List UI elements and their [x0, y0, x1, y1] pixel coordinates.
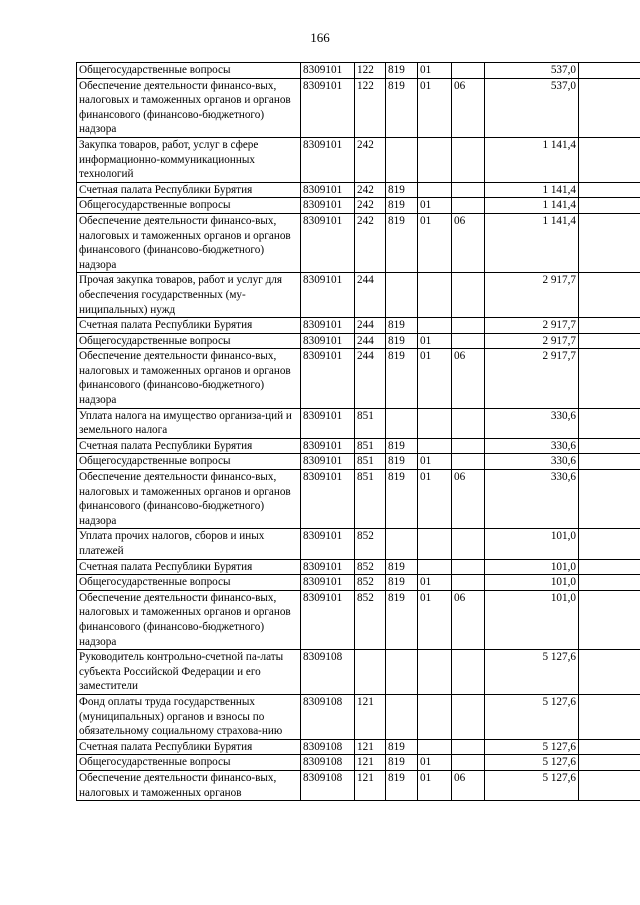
- row-blank-cell: [579, 694, 640, 739]
- row-blank-cell: [579, 529, 640, 559]
- table-row: [77, 63, 640, 79]
- row-csr-cell: 8309101: [301, 408, 355, 438]
- table-row: [77, 590, 640, 649]
- row-sum-cell: 1 141,4: [485, 198, 579, 214]
- row-pr-cell: [452, 63, 485, 79]
- row-sum-cell: 537,0: [485, 63, 579, 79]
- row-rz-cell: [418, 650, 452, 695]
- row-grbs-cell: 819: [386, 198, 418, 214]
- row-pr-cell: [452, 739, 485, 755]
- table-row: [77, 650, 640, 695]
- row-grbs-cell: 819: [386, 755, 418, 771]
- table-row: [77, 770, 640, 800]
- row-vr-cell: 121: [355, 739, 386, 755]
- row-rz-cell: 01: [418, 770, 452, 800]
- row-name-cell: Общегосударственные вопросы: [77, 575, 301, 591]
- row-name-cell: Счетная палата Республики Бурятия: [77, 559, 301, 575]
- table-row: [77, 137, 640, 182]
- row-grbs-cell: 819: [386, 213, 418, 272]
- table-row: [77, 739, 640, 755]
- row-grbs-cell: 819: [386, 454, 418, 470]
- row-vr-cell: 851: [355, 438, 386, 454]
- row-blank-cell: [579, 137, 640, 182]
- row-grbs-cell: 819: [386, 318, 418, 334]
- row-rz-cell: 01: [418, 454, 452, 470]
- row-blank-cell: [579, 333, 640, 349]
- row-csr-cell: 8309101: [301, 213, 355, 272]
- row-csr-cell: 8309108: [301, 770, 355, 800]
- row-sum-cell: 5 127,6: [485, 694, 579, 739]
- row-csr-cell: 8309101: [301, 137, 355, 182]
- row-vr-cell: 244: [355, 318, 386, 334]
- row-name-cell: Уплата налога на имущество организа-ций и земельного налога: [77, 408, 301, 438]
- row-pr-cell: [452, 559, 485, 575]
- row-vr-cell: 242: [355, 213, 386, 272]
- row-grbs-cell: 819: [386, 590, 418, 649]
- row-rz-cell: [418, 137, 452, 182]
- row-blank-cell: [579, 63, 640, 79]
- row-pr-cell: [452, 182, 485, 198]
- row-vr-cell: 244: [355, 349, 386, 408]
- row-name-cell: Счетная палата Республики Бурятия: [77, 318, 301, 334]
- row-vr-cell: 851: [355, 408, 386, 438]
- row-name-cell: Руководитель контрольно-счетной па-латы субъекта Российской Федерации и его заместители: [77, 650, 301, 695]
- row-sum-cell: 1 141,4: [485, 182, 579, 198]
- row-blank-cell: [579, 408, 640, 438]
- row-blank-cell: [579, 182, 640, 198]
- row-sum-cell: 5 127,6: [485, 650, 579, 695]
- row-grbs-cell: [386, 529, 418, 559]
- row-blank-cell: [579, 273, 640, 318]
- row-vr-cell: 852: [355, 590, 386, 649]
- row-blank-cell: [579, 739, 640, 755]
- row-sum-cell: 101,0: [485, 529, 579, 559]
- table-row: [77, 318, 640, 334]
- row-vr-cell: 244: [355, 333, 386, 349]
- row-blank-cell: [579, 78, 640, 137]
- row-grbs-cell: [386, 408, 418, 438]
- table-row: [77, 694, 640, 739]
- row-csr-cell: 8309101: [301, 198, 355, 214]
- row-grbs-cell: 819: [386, 333, 418, 349]
- table-row: [77, 349, 640, 408]
- row-blank-cell: [579, 650, 640, 695]
- row-vr-cell: 852: [355, 575, 386, 591]
- row-sum-cell: 330,6: [485, 438, 579, 454]
- row-rz-cell: 01: [418, 755, 452, 771]
- row-vr-cell: 242: [355, 137, 386, 182]
- row-name-cell: Обеспечение деятельности финансо-вых, налоговых и таможенных органов и органов финансового (финансово-бюджетного) надзора: [77, 349, 301, 408]
- row-name-cell: Счетная палата Республики Бурятия: [77, 739, 301, 755]
- row-name-cell: Обеспечение деятельности финансо-вых, налоговых и таможенных органов и органов финансового (финансово-бюджетного) надзора: [77, 470, 301, 529]
- row-pr-cell: [452, 454, 485, 470]
- row-sum-cell: 537,0: [485, 78, 579, 137]
- row-grbs-cell: 819: [386, 63, 418, 79]
- row-grbs-cell: 819: [386, 182, 418, 198]
- table-row: [77, 529, 640, 559]
- table-row: [77, 408, 640, 438]
- row-rz-cell: [418, 273, 452, 318]
- row-rz-cell: 01: [418, 198, 452, 214]
- row-rz-cell: [418, 438, 452, 454]
- row-csr-cell: 8309101: [301, 273, 355, 318]
- row-vr-cell: 851: [355, 454, 386, 470]
- budget-table: [76, 62, 640, 801]
- page-number: 166: [310, 30, 330, 45]
- row-blank-cell: [579, 590, 640, 649]
- row-csr-cell: 8309101: [301, 529, 355, 559]
- row-pr-cell: [452, 318, 485, 334]
- row-sum-cell: 2 917,7: [485, 333, 579, 349]
- table-row: [77, 559, 640, 575]
- row-sum-cell: 330,6: [485, 408, 579, 438]
- row-csr-cell: 8309101: [301, 78, 355, 137]
- table-row: [77, 182, 640, 198]
- row-sum-cell: 2 917,7: [485, 349, 579, 408]
- row-grbs-cell: [386, 137, 418, 182]
- row-rz-cell: [418, 408, 452, 438]
- row-csr-cell: 8309101: [301, 349, 355, 408]
- row-csr-cell: 8309101: [301, 575, 355, 591]
- row-grbs-cell: 819: [386, 470, 418, 529]
- row-pr-cell: [452, 438, 485, 454]
- row-vr-cell: 852: [355, 529, 386, 559]
- row-grbs-cell: 819: [386, 559, 418, 575]
- row-blank-cell: [579, 318, 640, 334]
- row-rz-cell: 01: [418, 63, 452, 79]
- row-rz-cell: 01: [418, 78, 452, 137]
- row-grbs-cell: 819: [386, 739, 418, 755]
- row-grbs-cell: [386, 650, 418, 695]
- table-row: [77, 454, 640, 470]
- row-csr-cell: 8309108: [301, 755, 355, 771]
- row-name-cell: Общегосударственные вопросы: [77, 63, 301, 79]
- row-pr-cell: [452, 694, 485, 739]
- row-name-cell: Счетная палата Республики Бурятия: [77, 438, 301, 454]
- table-row: [77, 438, 640, 454]
- row-rz-cell: [418, 739, 452, 755]
- row-rz-cell: [418, 318, 452, 334]
- row-name-cell: Закупка товаров, работ, услуг в сфере информационно-коммуникационных технологий: [77, 137, 301, 182]
- row-csr-cell: 8309101: [301, 559, 355, 575]
- row-csr-cell: 8309101: [301, 470, 355, 529]
- row-vr-cell: 852: [355, 559, 386, 575]
- row-grbs-cell: [386, 273, 418, 318]
- row-vr-cell: 242: [355, 198, 386, 214]
- row-csr-cell: 8309108: [301, 650, 355, 695]
- row-blank-cell: [579, 755, 640, 771]
- row-pr-cell: [452, 198, 485, 214]
- row-name-cell: Обеспечение деятельности финансо-вых, налоговых и таможенных органов и органов финансового (финансово-бюджетного) надзора: [77, 78, 301, 137]
- row-name-cell: Уплата прочих налогов, сборов и иных платежей: [77, 529, 301, 559]
- row-vr-cell: [355, 650, 386, 695]
- row-pr-cell: [452, 273, 485, 318]
- row-pr-cell: [452, 137, 485, 182]
- row-sum-cell: 330,6: [485, 454, 579, 470]
- row-pr-cell: [452, 755, 485, 771]
- row-vr-cell: 121: [355, 770, 386, 800]
- row-rz-cell: 01: [418, 590, 452, 649]
- row-blank-cell: [579, 770, 640, 800]
- row-blank-cell: [579, 198, 640, 214]
- row-pr-cell: 06: [452, 349, 485, 408]
- row-sum-cell: 1 141,4: [485, 137, 579, 182]
- table-row: [77, 78, 640, 137]
- row-vr-cell: 122: [355, 78, 386, 137]
- row-name-cell: Общегосударственные вопросы: [77, 333, 301, 349]
- row-rz-cell: [418, 529, 452, 559]
- table-row: [77, 470, 640, 529]
- row-rz-cell: 01: [418, 470, 452, 529]
- row-vr-cell: 121: [355, 694, 386, 739]
- row-blank-cell: [579, 349, 640, 408]
- row-sum-cell: 5 127,6: [485, 739, 579, 755]
- row-vr-cell: 122: [355, 63, 386, 79]
- row-grbs-cell: 819: [386, 575, 418, 591]
- row-csr-cell: 8309101: [301, 454, 355, 470]
- row-sum-cell: 330,6: [485, 470, 579, 529]
- row-csr-cell: 8309101: [301, 438, 355, 454]
- row-csr-cell: 8309101: [301, 590, 355, 649]
- row-csr-cell: 8309108: [301, 739, 355, 755]
- row-csr-cell: 8309101: [301, 318, 355, 334]
- row-grbs-cell: [386, 694, 418, 739]
- row-sum-cell: 5 127,6: [485, 770, 579, 800]
- row-blank-cell: [579, 470, 640, 529]
- row-pr-cell: [452, 575, 485, 591]
- row-sum-cell: 101,0: [485, 590, 579, 649]
- row-name-cell: Фонд оплаты труда государственных (муниципальных) органов и взносы по обязательному социальному страхова-нию: [77, 694, 301, 739]
- row-name-cell: Прочая закупка товаров, работ и услуг для обеспечения государственных (му-ниципальных) нужд: [77, 273, 301, 318]
- row-csr-cell: 8309108: [301, 694, 355, 739]
- row-blank-cell: [579, 213, 640, 272]
- row-blank-cell: [579, 559, 640, 575]
- row-blank-cell: [579, 438, 640, 454]
- row-pr-cell: 06: [452, 78, 485, 137]
- table-row: [77, 575, 640, 591]
- row-name-cell: Обеспечение деятельности финансо-вых, налоговых и таможенных органов: [77, 770, 301, 800]
- row-rz-cell: [418, 559, 452, 575]
- row-grbs-cell: 819: [386, 78, 418, 137]
- row-pr-cell: [452, 529, 485, 559]
- row-vr-cell: 851: [355, 470, 386, 529]
- row-rz-cell: 01: [418, 333, 452, 349]
- row-vr-cell: 244: [355, 273, 386, 318]
- row-rz-cell: 01: [418, 349, 452, 408]
- row-grbs-cell: 819: [386, 438, 418, 454]
- budget-table-body: [77, 63, 640, 801]
- row-rz-cell: [418, 182, 452, 198]
- row-grbs-cell: 819: [386, 349, 418, 408]
- row-blank-cell: [579, 454, 640, 470]
- row-rz-cell: 01: [418, 575, 452, 591]
- row-sum-cell: 101,0: [485, 559, 579, 575]
- row-pr-cell: [452, 333, 485, 349]
- table-row: [77, 198, 640, 214]
- row-name-cell: Обеспечение деятельности финансо-вых, налоговых и таможенных органов и органов финансового (финансово-бюджетного) надзора: [77, 590, 301, 649]
- row-vr-cell: 121: [355, 755, 386, 771]
- row-csr-cell: 8309101: [301, 63, 355, 79]
- table-row: [77, 213, 640, 272]
- row-rz-cell: 01: [418, 213, 452, 272]
- row-name-cell: Счетная палата Республики Бурятия: [77, 182, 301, 198]
- row-sum-cell: 5 127,6: [485, 755, 579, 771]
- row-vr-cell: 242: [355, 182, 386, 198]
- row-sum-cell: 2 917,7: [485, 318, 579, 334]
- row-name-cell: Общегосударственные вопросы: [77, 454, 301, 470]
- row-rz-cell: [418, 694, 452, 739]
- row-pr-cell: 06: [452, 590, 485, 649]
- row-pr-cell: 06: [452, 770, 485, 800]
- row-pr-cell: [452, 650, 485, 695]
- row-csr-cell: 8309101: [301, 333, 355, 349]
- table-row: [77, 333, 640, 349]
- row-pr-cell: 06: [452, 213, 485, 272]
- table-row: [77, 273, 640, 318]
- row-blank-cell: [579, 575, 640, 591]
- row-sum-cell: 2 917,7: [485, 273, 579, 318]
- row-name-cell: Обеспечение деятельности финансо-вых, налоговых и таможенных органов и органов финансового (финансово-бюджетного) надзора: [77, 213, 301, 272]
- row-name-cell: Общегосударственные вопросы: [77, 198, 301, 214]
- row-pr-cell: [452, 408, 485, 438]
- row-sum-cell: 101,0: [485, 575, 579, 591]
- row-sum-cell: 1 141,4: [485, 213, 579, 272]
- row-csr-cell: 8309101: [301, 182, 355, 198]
- row-grbs-cell: 819: [386, 770, 418, 800]
- row-pr-cell: 06: [452, 470, 485, 529]
- table-row: [77, 755, 640, 771]
- row-name-cell: Общегосударственные вопросы: [77, 755, 301, 771]
